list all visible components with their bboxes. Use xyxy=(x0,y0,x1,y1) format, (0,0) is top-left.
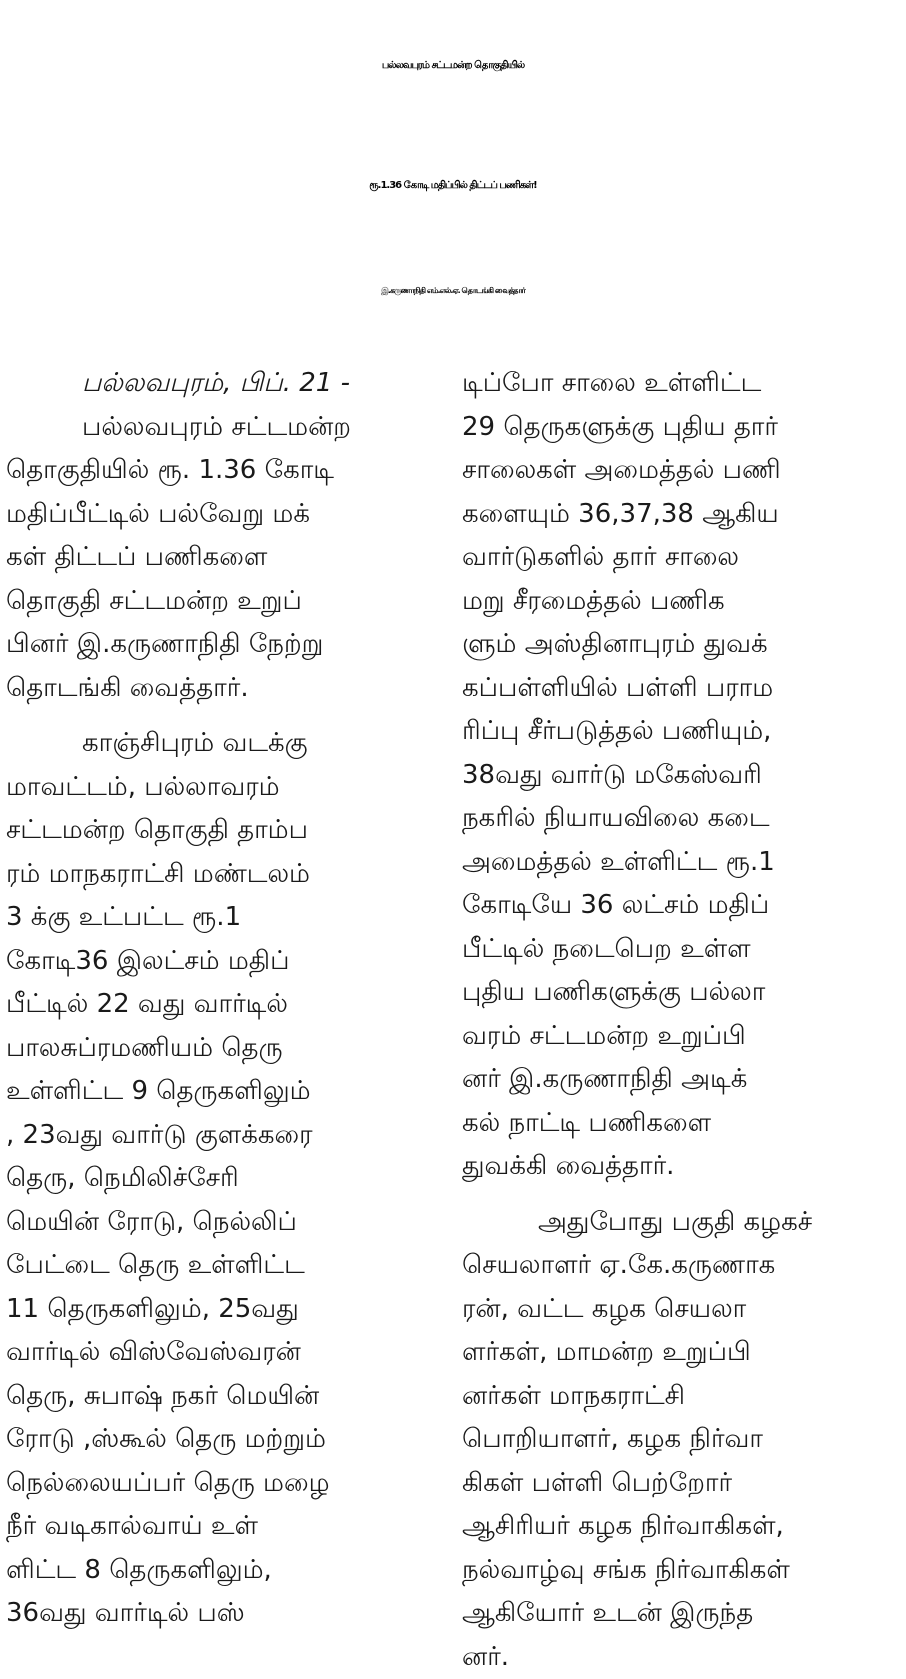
article-line: 36வது வார்டில் பஸ் xyxy=(6,1592,442,1636)
article-right-column xyxy=(462,362,898,1624)
article-line: தெரு, நெமிலிச்சேரி xyxy=(6,1157,442,1201)
article-line: மெயின் ரோடு, நெல்லிப் xyxy=(6,1201,442,1245)
headline-line-2: ரூ.1.36 கோடி மதிப்பில் திட்டப் பணிகள்! xyxy=(0,138,906,234)
article-line: ரம் மாநகராட்சி மண்டலம் xyxy=(6,853,442,897)
article-line: வார்டுகளில் தார் சாலை xyxy=(462,536,898,580)
article-line: பீட்டில் 22 வது வார்டில் xyxy=(6,983,442,1027)
article-line: 11 தெருகளிலும், 25வது xyxy=(6,1288,442,1332)
dateline: பல்லவபுரம், பிப். 21 - xyxy=(6,362,442,406)
article-line: கிகள் பள்ளி பெற்றோர் xyxy=(462,1462,898,1506)
article-line: மதிப்பீட்டில் பல்வேறு மக் xyxy=(6,493,442,537)
article-line: நெல்லையப்பர் தெரு மழை xyxy=(6,1462,442,1506)
article-line: நகரில் நியாயவிலை கடை xyxy=(462,797,898,841)
article-line: , 23வது வார்டு குளக்கரை xyxy=(6,1114,442,1158)
headline-line-1: பல்லவபுரம் சட்டமன்ற தொகுதியில் xyxy=(0,18,906,114)
article-line: துவக்கி வைத்தார். xyxy=(462,1145,898,1189)
article-line: னர். xyxy=(462,1636,898,1679)
article-line: ஆகியோர் உடன் இருந்த xyxy=(462,1592,898,1636)
article-line: காஞ்சிபுரம் வடக்கு xyxy=(6,722,442,766)
article-line: 29 தெருகளுக்கு புதிய தார் xyxy=(462,406,898,450)
article-line: பீட்டில் நடைபெற உள்ள xyxy=(462,928,898,972)
article-line: டிப்போ சாலை உள்ளிட்ட xyxy=(462,362,898,406)
article-line: னர் இ.கருணாநிதி அடிக் xyxy=(462,1058,898,1102)
article-line: 3 க்கு உட்பட்ட ரூ.1 xyxy=(6,896,442,940)
article-line: கோடி36 இலட்சம் மதிப் xyxy=(6,940,442,984)
article-line: தெரு, சுபாஷ் நகர் மெயின் xyxy=(6,1375,442,1419)
article-line: 38வது வார்டு மகேஸ்வரி xyxy=(462,754,898,798)
article-line: ளிட்ட 8 தெருகளிலும், xyxy=(6,1549,442,1593)
article-line: கல் நாட்டி பணிகளை xyxy=(462,1102,898,1146)
article-line: பல்லவபுரம் சட்டமன்ற xyxy=(6,406,442,450)
paragraph-gap xyxy=(6,710,442,722)
article-line: ளர்கள், மாமன்ற உறுப்பி xyxy=(462,1331,898,1375)
article-line: கோடியே 36 லட்சம் மதிப் xyxy=(462,884,898,928)
article-line: அமைத்தல் உள்ளிட்ட ரூ.1 xyxy=(462,841,898,885)
article-line: சாலைகள் அமைத்தல் பணி xyxy=(462,449,898,493)
article-line: களையும் 36,37,38 ஆகிய xyxy=(462,493,898,537)
article-line: ஆசிரியர் கழக நிர்வாகிகள், xyxy=(462,1505,898,1549)
article-line: ரிப்பு சீர்படுத்தல் பணியும், xyxy=(462,710,898,754)
article-line: ரன், வட்ட கழக செயலா xyxy=(462,1288,898,1332)
article-line: நீர் வடிகால்வாய் உள் xyxy=(6,1505,442,1549)
article-line: பாலசுப்ரமணியம் தெரு xyxy=(6,1027,442,1071)
headline-subtitle: இ.கருணாநிதி எம்.எல்.ஏ. தொடங்கி வைத்தார் xyxy=(0,256,906,326)
article-line: நல்வாழ்வு சங்க நிர்வாகிகள் xyxy=(462,1549,898,1593)
article-line: புதிய பணிகளுக்கு பல்லா xyxy=(462,971,898,1015)
article-line: ளும் அஸ்தினாபுரம் துவக் xyxy=(462,623,898,667)
article-line: தொகுதியில் ரூ. 1.36 கோடி xyxy=(6,449,442,493)
article-line: சட்டமன்ற தொகுதி தாம்ப xyxy=(6,809,442,853)
article-line: மறு சீரமைத்தல் பணிக xyxy=(462,580,898,624)
article-line: வரம் சட்டமன்ற உறுப்பி xyxy=(462,1015,898,1059)
article-line: ரோடு ,ஸ்கூல் தெரு மற்றும் xyxy=(6,1418,442,1462)
article-line: கள் திட்டப் பணிகளை xyxy=(6,536,442,580)
article-line: வார்டில் விஸ்வேஸ்வரன் xyxy=(6,1331,442,1375)
article-line: பேட்டை தெரு உள்ளிட்ட xyxy=(6,1244,442,1288)
article-line: தொடங்கி வைத்தார். xyxy=(6,667,442,711)
article-line: அதுபோது பகுதி கழகச் xyxy=(462,1201,898,1245)
article-line: பினர் இ.கருணாநிதி நேற்று xyxy=(6,623,442,667)
article-line: கப்பள்ளியில் பள்ளி பராம xyxy=(462,667,898,711)
article-line: பொறியாளர், கழக நிர்வா xyxy=(462,1418,898,1462)
article-line: செயலாளர் ஏ.கே.கருணாக xyxy=(462,1244,898,1288)
article-left-column xyxy=(6,362,442,1624)
article-line: மாவட்டம், பல்லாவரம் xyxy=(6,766,442,810)
article-line: உள்ளிட்ட 9 தெருகளிலும் xyxy=(6,1070,442,1114)
paragraph-gap xyxy=(462,1189,898,1201)
article-line: னர்கள் மாநகராட்சி xyxy=(462,1375,898,1419)
article-line: தொகுதி சட்டமன்ற உறுப் xyxy=(6,580,442,624)
